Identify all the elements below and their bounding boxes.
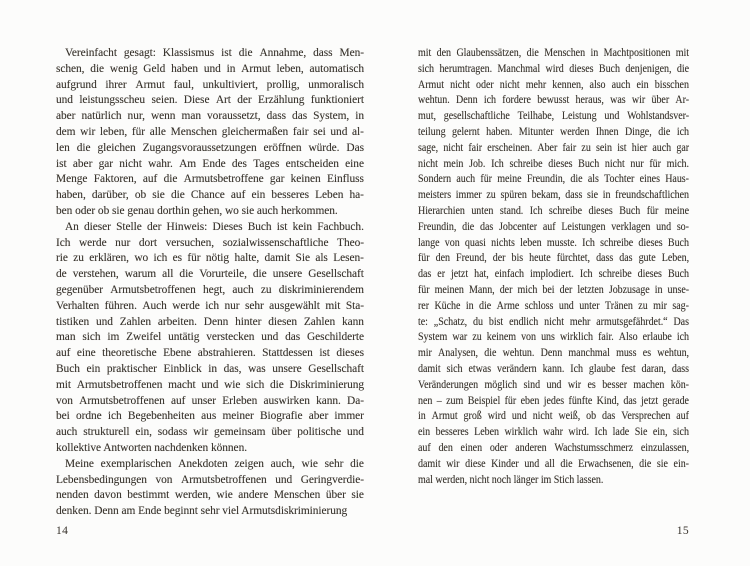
text-line: Sondern auch für meine Freundin, die als Tochter eines Haus- [418,173,689,186]
text-line: kollektive Antworten nachdenken können. [56,441,248,454]
text-line: sage, nicht fair erscheinen. Aber fair zu sein ist hier auch gar [418,141,690,154]
text-line: nenden davon bestimmt werden, wie andere Menschen über sie [56,489,364,502]
text-line: Ich werde nur dort versuchen, sozialwissenschaftliche Theo- [56,236,364,249]
text-line: mit den Glaubenssätzen, die Menschen in Machtpositionen mit [418,47,690,59]
text-line: Veränderungen möglich sind und wir es besser machen kön- [418,378,689,391]
text-line: gegenüber Armutsbetroffenen hegt, auch zu diskriminierendem [56,283,364,296]
text-line: Menge Faktoren, auf die Armutsbetroffene gar keinen Einfluss [56,173,364,186]
text-line: mir Analysen, die wehtun. Denn manchmal muss es wehtun, [418,347,690,360]
text-line: in Armut groß wird und nicht weiß, ob das Versprechen auf [418,410,689,423]
text-line: mal werden, nicht noch länger im Stich lassen. [418,473,604,486]
text-line: mit Armutsbetroffenen macht und wie sich die Diskriminierung [56,378,364,391]
text-line: Hierarchien unten stand. Ich schreibe dieses Buch für meine [418,204,690,217]
text-line: man sich im Zweifel untätig verstecken und das Geschilderte [56,331,364,344]
text-line: sich herumtragen. Manchmal wird dieses Buch denjenigen, die [418,62,690,75]
text-line: haben, darüber, ob sie die Chance auf ein besseres Leben ha- [56,189,364,202]
left-text-block [56,46,364,520]
text-line: An dieser Stelle der Hinweis: Dieses Buch ist kein Fachbuch. [65,220,364,233]
text-line: te: „Schatz, du bist endlich nicht mehr armutsgefährdet.“ Das [418,315,689,328]
text-line: schen, die wenig Geld haben und in Armut leben, automatisch [56,62,364,75]
text-line: wehtun. Denn ich fordere bewusst heraus, was wir über Ar- [418,94,689,107]
text-line: dem wir leben, für alle Menschen gleichermaßen fair sei und al- [56,125,364,138]
text-line: Verhalten führen. Auch werde ich nur sehr ausgewählt mit Sta- [56,299,364,312]
page-number-right: 15 [676,524,689,537]
text-line: nen – zum Beispiel für eben jedes fünfte Kind, das jetzt gerade [418,394,689,407]
text-line: und leistungsscheu seien. Diese Art der Erzählung funktioniert [56,94,364,107]
text-line: len die gleichen Zugangsvoraussetzungen eröffnen würde. Das [56,141,364,154]
text-line: Freundin, die das Jobcenter auf Leistungen verklagen und so- [418,220,689,233]
text-line: tistiken und Zahlen arbeiten. Denn hinter diesen Zahlen kann [56,315,364,328]
text-line: denken. Denn am Ende beginnt sehr viel Armutsdiskriminierung [56,505,348,518]
text-line: aufgrund ihrer Armut faul, unkultiviert, prollig, unmoralisch [56,78,364,91]
text-line: aber natürlich nur, wenn man voraussetzt, dass das System, in [56,110,364,123]
text-line: teilung gelernt haben. Mitunter werden Ihnen Dinge, die ich [418,125,689,138]
text-line: ben oder ob sie genau dorthin gehen, wo sie auch herkommen. [56,204,338,217]
text-line: de verstehen, warum all die Vorurteile, die unsere Gesellschaft [56,268,364,281]
text-line: damit wir diese Kinder und all die Erwachsenen, die sie ein- [418,457,689,470]
text-line: nicht mein Job. Ich schreibe dieses Buch nicht nur für mich. [418,157,689,170]
text-line: meisters immer zu spüren bekam, dass sie in freundschaftlichen [418,189,689,202]
text-line: das er jetzt hat, einfach implodiert. Ich schreibe dieses Buch [418,268,689,281]
text-line: mut, gesellschaftliche Teilhabe, Leistung und Wohlstandsver- [418,110,689,123]
text-line: Lebensbedingungen von Armutsbetroffenen und Geringverdie- [56,473,364,486]
text-line: System war zu keinem von uns wirklich fair. Also erlaube ich [418,331,690,344]
text-line: rie zu erklären, wo ich es für nötig halte, damit Sie als Lesen- [56,252,364,265]
text-line: auf eine theoretische Ebene abstrahieren. Stattdessen ist dieses [56,347,364,360]
text-line: ein besseres Leben wirklich wahr wird. Ich lade Sie ein, sich [418,426,689,439]
text-line: von Armutsbetroffenen auf unser Erleben auswirken kann. Da- [56,394,364,407]
text-line: rer Küche in die Arme schloss und unter Tränen zu mir sag- [418,299,689,312]
text-line: für meinen Mann, der mich bei der letzten Jobzusage in unse- [418,283,690,296]
text-line: bei ordne ich Begebenheiten aus meiner Biografie aber immer [56,410,364,423]
text-line: Buch ein praktischer Einblick in das, was unsere Gesellschaft [56,362,364,375]
text-line: lange von quasi nichts leben musste. Ich schreibe dieses Buch [418,236,689,249]
text-line: damit sich etwas verändern kann. Ich glaube fest daran, dass [418,362,690,375]
right-text-block [418,46,689,488]
text-line: ist aber gar nicht wahr. Am Ende des Tages entscheiden eine [56,157,364,170]
text-line: für den Freund, der bis heute fürchtet, dass das gute Leben, [418,252,690,265]
text-line: Vereinfacht gesagt: Klassismus ist die Annahme, dass Men- [65,47,364,59]
text-line: auf den einen oder anderen Wachstumsschmerz einzulassen, [418,441,690,454]
text-line: auch strukturell ein, sodass wir gemeinsam über politische und [56,426,364,439]
text-line: Armut nicht oder nicht mehr kennen, also auch ein bisschen [418,78,689,91]
page-number-left: 14 [56,524,69,537]
text-line: Meine exemplarischen Anekdoten zeigen auch, wie sehr die [65,457,364,470]
